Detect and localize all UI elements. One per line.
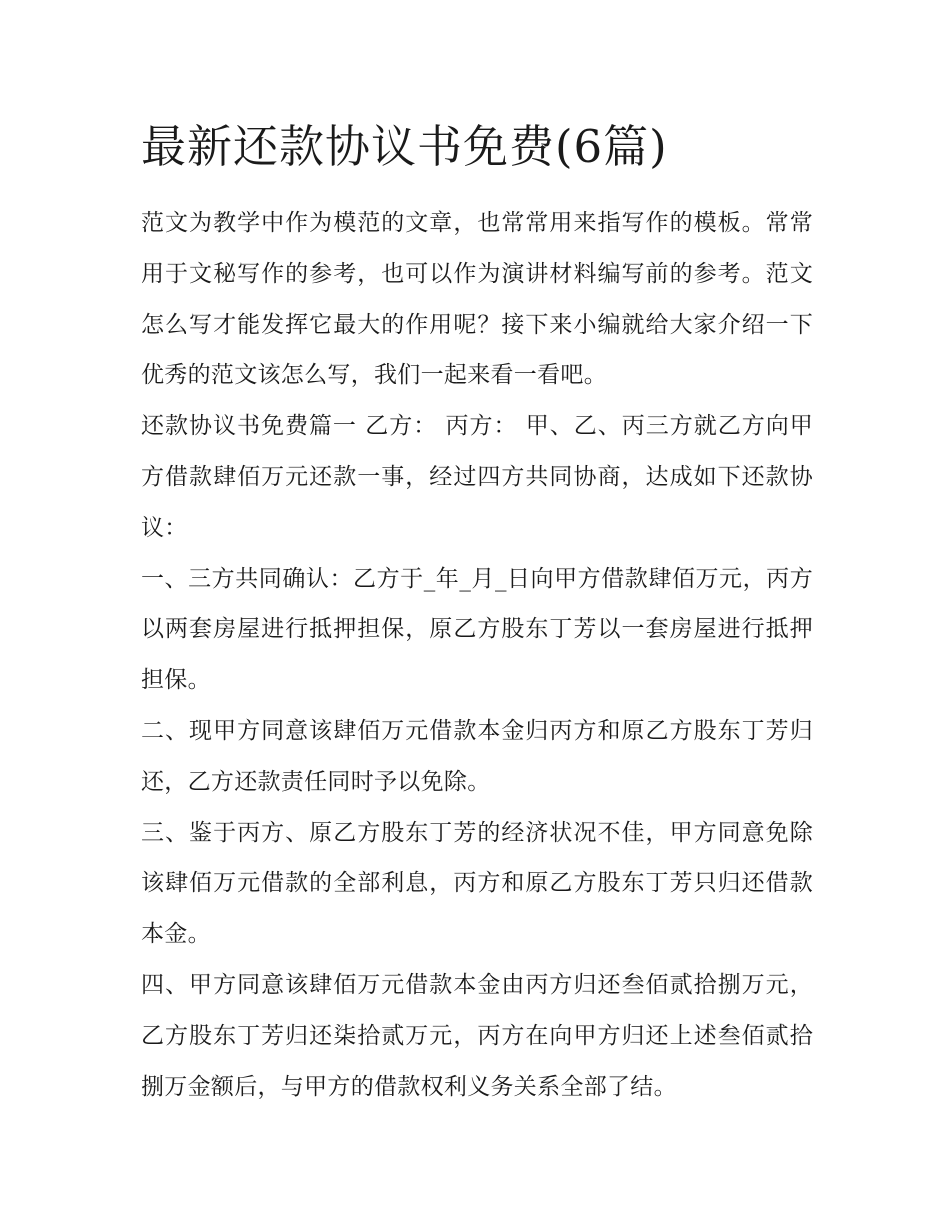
document-body <box>141 198 813 1112</box>
paragraph-intro: 范文为教学中作为模范的文章，也常常用来指写作的模板。常常用于文秘写作的参考，也可以作为演讲材料编写前的参考。范文怎么写才能发挥它最大的作用呢？接下来小编就给大家介绍一下优秀的范文该怎么写，我们一起来看一看吧。 <box>141 210 813 389</box>
paragraph-clause-4: 四、甲方同意该肆佰万元借款本金由丙方归还叁佰贰拾捌万元，乙方股东丁芳归还柒拾贰万元，丙方在向甲方归还上述叁佰贰拾捌万金额后，与甲方的借款权利义务关系全部了结。 <box>141 971 813 1100</box>
document-page <box>141 112 813 1112</box>
paragraph-clause-3: 三、鉴于丙方、原乙方股东丁芳的经济状况不佳，甲方同意免除该肆佰万元借款的全部利息，丙方和原乙方股东丁芳只归还借款本金。 <box>141 819 813 948</box>
paragraph-parties: 还款协议书免费篇一 乙方： 丙方： 甲、乙、丙三方就乙方向甲方借款肆佰万元还款一事，经过四方共同协商，达成如下还款协议： <box>141 413 813 541</box>
document-title: 最新还款协议书免费(6篇) <box>141 120 668 173</box>
paragraph-clause-2: 二、现甲方同意该肆佰万元借款本金归丙方和原乙方股东丁芳归还，乙方还款责任同时予以免除。 <box>141 717 813 795</box>
paragraph-clause-1: 一、三方共同确认：乙方于_年_月_日向甲方借款肆佰万元，丙方以两套房屋进行抵押担保，原乙方股东丁芳以一套房屋进行抵押担保。 <box>141 565 813 694</box>
